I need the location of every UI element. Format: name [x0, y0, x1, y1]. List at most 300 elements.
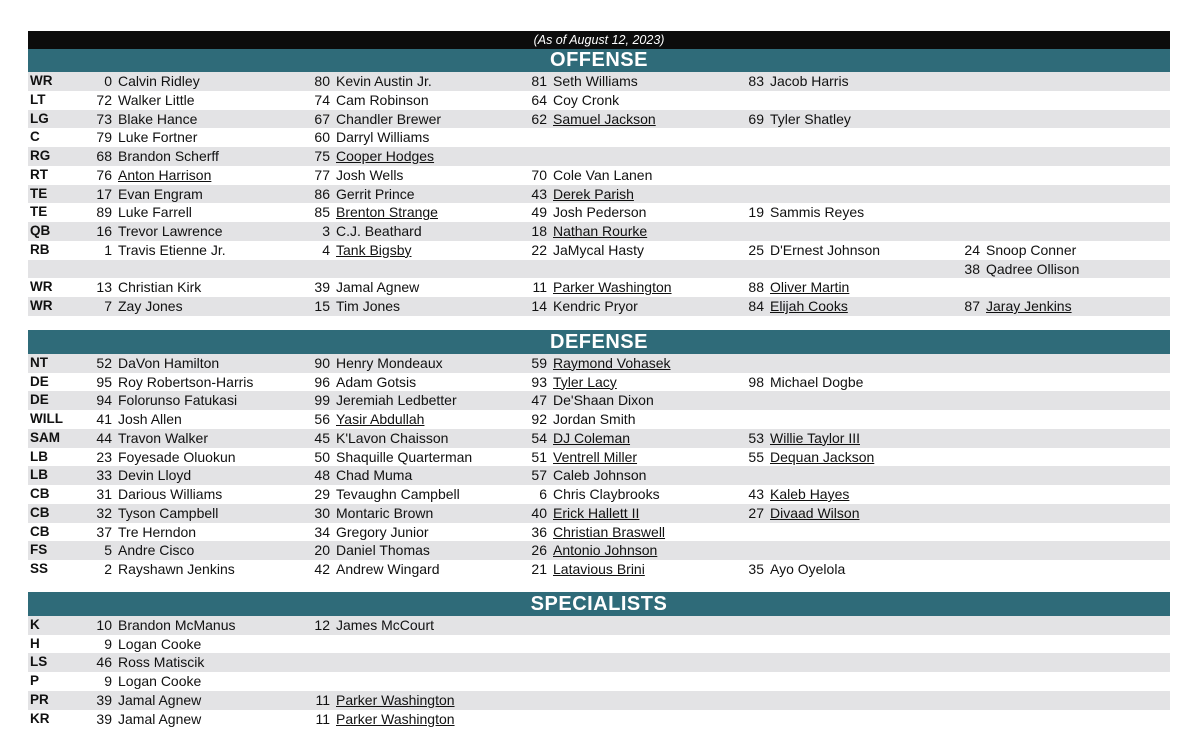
player-entry	[88, 297, 183, 316]
player-entry	[740, 297, 848, 316]
player-entry	[306, 410, 424, 429]
position-label: TE	[30, 185, 48, 201]
jersey-number: 56	[314, 411, 330, 427]
player-name: Christian Kirk	[118, 279, 202, 296]
jersey-number: 26	[531, 542, 547, 559]
roster-row	[28, 110, 1170, 129]
player-entry	[523, 354, 671, 373]
player-entry	[88, 635, 201, 654]
jersey-number: 36	[531, 523, 547, 540]
player-name: Caleb Johnson	[553, 467, 647, 484]
player-entry	[523, 72, 638, 91]
player-entry	[88, 185, 203, 204]
player-name: Jeremiah Ledbetter	[336, 392, 457, 409]
position-label: LT	[30, 91, 46, 107]
jersey-number: 48	[314, 467, 330, 484]
player-name: Josh Allen	[118, 411, 182, 427]
jersey-number: 62	[531, 110, 547, 127]
player-name: Tank Bigsby	[336, 241, 412, 258]
player-entry	[523, 504, 639, 523]
player-entry	[88, 354, 219, 373]
player-name: Tyler Shatley	[770, 110, 851, 127]
player-name: Rayshawn Jenkins	[118, 561, 235, 577]
position-label: WR	[30, 279, 53, 295]
player-entry	[523, 241, 644, 260]
jersey-number: 18	[531, 223, 547, 239]
player-entry	[88, 616, 236, 635]
jersey-number: 42	[314, 561, 330, 577]
player-entry	[306, 560, 440, 579]
player-entry	[523, 485, 660, 504]
player-entry	[740, 429, 860, 448]
jersey-number: 94	[96, 392, 112, 409]
player-entry	[740, 504, 859, 523]
player-name: Divaad Wilson	[770, 504, 860, 521]
jersey-number: 68	[96, 148, 112, 164]
player-entry	[306, 110, 441, 129]
roster-row	[28, 241, 1170, 260]
player-entry	[88, 91, 195, 110]
jersey-number: 70	[531, 166, 547, 183]
jersey-number: 16	[96, 223, 112, 239]
player-entry	[523, 523, 665, 542]
jersey-number: 9	[104, 635, 112, 652]
player-name: Darious Williams	[118, 486, 223, 502]
jersey-number: 77	[314, 166, 330, 183]
player-name: Nathan Rourke	[553, 223, 648, 239]
player-name: Josh Wells	[336, 166, 404, 183]
roster-row	[28, 222, 1170, 241]
jersey-number: 96	[314, 373, 330, 390]
jersey-number: 50	[314, 448, 330, 465]
jersey-number: 23	[96, 448, 112, 465]
jersey-number: 2	[104, 561, 112, 577]
position-label: DE	[30, 373, 49, 389]
player-entry	[88, 429, 208, 448]
player-name: Chandler Brewer	[336, 110, 442, 127]
player-name: Trevor Lawrence	[118, 223, 223, 239]
roster-row	[28, 635, 1170, 654]
jersey-number: 37	[96, 523, 112, 540]
jersey-number: 84	[748, 298, 764, 314]
player-name: Tevaughn Campbell	[336, 486, 460, 502]
jersey-number: 99	[314, 392, 330, 409]
jersey-number: 38	[964, 260, 980, 277]
roster-row	[28, 185, 1170, 204]
player-entry	[523, 541, 657, 560]
position-label: LB	[30, 467, 48, 483]
roster-row	[28, 429, 1170, 448]
roster-row	[28, 203, 1170, 222]
player-entry	[306, 429, 448, 448]
roster-row	[28, 541, 1170, 560]
jersey-number: 92	[531, 411, 547, 427]
player-entry	[523, 110, 656, 129]
jersey-number: 31	[96, 486, 112, 502]
player-name: Parker Washington	[553, 279, 672, 296]
player-entry	[88, 523, 196, 542]
player-entry	[306, 166, 403, 185]
player-name: Travon Walker	[118, 429, 208, 446]
player-name: Walker Little	[118, 91, 195, 108]
player-name: Samuel Jackson	[553, 110, 656, 127]
player-entry	[523, 185, 634, 204]
player-name: Raymond Vohasek	[553, 354, 671, 371]
position-label: WILL	[30, 411, 63, 426]
player-name: Luke Fortner	[118, 129, 198, 146]
player-name: Foyesade Oluokun	[118, 448, 236, 465]
player-entry	[88, 504, 218, 523]
player-entry	[306, 541, 430, 560]
player-name: Qadree Ollison	[986, 260, 1080, 277]
player-entry	[306, 241, 411, 260]
player-entry	[306, 466, 412, 485]
jersey-number: 33	[96, 467, 112, 484]
player-entry	[306, 616, 434, 635]
position-label: FS	[30, 542, 48, 558]
player-entry	[88, 541, 194, 560]
roster-row	[28, 91, 1170, 110]
player-name: Seth Williams	[553, 73, 638, 89]
player-entry	[740, 110, 851, 129]
player-name: Andre Cisco	[118, 542, 195, 559]
jersey-number: 29	[314, 486, 330, 502]
roster-row	[28, 560, 1170, 579]
jersey-number: 30	[314, 504, 330, 521]
player-name: Gerrit Prince	[336, 185, 415, 202]
player-entry	[88, 241, 226, 260]
jersey-number: 79	[96, 129, 112, 146]
player-name: Adam Gotsis	[336, 373, 417, 390]
jersey-number: 43	[748, 486, 764, 502]
jersey-number: 64	[531, 91, 547, 108]
jersey-number: 54	[531, 429, 547, 446]
jersey-number: 90	[314, 354, 330, 371]
jersey-number: 5	[104, 542, 112, 559]
position-label: C	[30, 129, 40, 145]
jersey-number: 41	[96, 411, 112, 427]
jersey-number: 3	[322, 223, 330, 239]
jersey-number: 10	[96, 616, 112, 633]
roster-row	[28, 166, 1170, 185]
jersey-number: 98	[748, 373, 764, 390]
jersey-number: 83	[748, 73, 764, 89]
player-name: C.J. Beathard	[336, 223, 422, 239]
player-entry	[523, 429, 630, 448]
player-name: Kaleb Hayes	[770, 486, 850, 502]
player-name: Roy Robertson-Harris	[118, 373, 254, 390]
player-entry	[740, 485, 849, 504]
jersey-number: 20	[314, 542, 330, 559]
player-entry	[88, 110, 197, 129]
player-name: De'Shaan Dixon	[553, 392, 654, 409]
jersey-number: 43	[531, 185, 547, 202]
jersey-number: 73	[96, 110, 112, 127]
position-label: PR	[30, 691, 49, 707]
player-name: DJ Coleman	[553, 429, 631, 446]
jersey-number: 32	[96, 504, 112, 521]
jersey-number: 72	[96, 91, 112, 108]
jersey-number: 27	[748, 504, 764, 521]
roster-row	[28, 523, 1170, 542]
jersey-number: 7	[104, 298, 112, 314]
player-name: Ventrell Miller	[553, 448, 638, 465]
player-name: Brandon McManus	[118, 616, 236, 633]
player-entry	[956, 241, 1076, 260]
jersey-number: 34	[314, 523, 330, 540]
roster-row	[28, 466, 1170, 485]
player-name: Andrew Wingard	[336, 561, 440, 577]
position-label: TE	[30, 204, 48, 220]
roster-row	[28, 72, 1170, 91]
player-entry	[523, 391, 654, 410]
roster-row	[28, 147, 1170, 166]
position-label: KR	[30, 710, 50, 726]
player-name: Kendric Pryor	[553, 298, 638, 314]
player-name: Erick Hallett II	[553, 504, 640, 521]
jersey-number: 39	[96, 691, 112, 708]
player-entry	[88, 391, 237, 410]
player-name: Brandon Scherff	[118, 148, 219, 164]
jersey-number: 88	[748, 279, 764, 296]
jersey-number: 86	[314, 185, 330, 202]
jersey-number: 67	[314, 110, 330, 127]
jersey-number: 81	[531, 73, 547, 89]
player-entry	[88, 166, 211, 185]
player-name: Oliver Martin	[770, 279, 850, 296]
player-entry	[523, 466, 646, 485]
section-header: OFFENSE	[28, 49, 1170, 72]
player-entry	[523, 373, 617, 392]
position-label: SS	[30, 561, 49, 576]
roster-row	[28, 297, 1170, 316]
jersey-number: 59	[531, 354, 547, 371]
player-name: Devin Lloyd	[118, 467, 192, 484]
position-label: QB	[30, 223, 51, 238]
player-name: Michael Dogbe	[770, 373, 864, 390]
player-entry	[740, 278, 849, 297]
jersey-number: 11	[315, 710, 330, 727]
player-entry	[740, 203, 864, 222]
player-name: Cole Van Lanen	[553, 166, 653, 183]
player-entry	[88, 485, 222, 504]
player-entry	[523, 560, 645, 579]
roster-row	[28, 448, 1170, 467]
player-name: Jamal Agnew	[118, 691, 202, 708]
player-name: Logan Cooke	[118, 673, 202, 689]
player-entry	[88, 128, 197, 147]
player-entry	[306, 354, 443, 373]
depth-chart	[28, 31, 1170, 728]
player-name: Daniel Thomas	[336, 542, 430, 559]
jersey-number: 22	[531, 241, 547, 258]
date-line: (As of August 12, 2023)	[28, 31, 1170, 49]
player-name: Willie Taylor III	[770, 429, 860, 446]
player-name: Calvin Ridley	[118, 73, 200, 89]
roster-row	[28, 691, 1170, 710]
section-header: SPECIALISTS	[28, 592, 1170, 616]
roster-row	[28, 653, 1170, 672]
player-entry	[88, 653, 204, 672]
player-entry	[306, 391, 457, 410]
position-label: CB	[30, 523, 50, 539]
roster-row	[28, 373, 1170, 392]
roster-row	[28, 485, 1170, 504]
player-entry	[88, 373, 253, 392]
player-name: Snoop Conner	[986, 241, 1077, 258]
roster-row	[28, 616, 1170, 635]
player-name: Latavious Brini	[553, 561, 645, 577]
player-entry	[306, 203, 438, 222]
jersey-number: 39	[96, 710, 112, 727]
player-entry	[523, 203, 646, 222]
player-name: Ayo Oyelola	[770, 561, 846, 577]
player-name: Shaquille Quarterman	[336, 448, 473, 465]
player-name: Darryl Williams	[336, 129, 430, 146]
player-entry	[740, 241, 880, 260]
jersey-number: 76	[96, 166, 112, 183]
player-entry	[88, 448, 236, 467]
jersey-number: 9	[104, 673, 112, 689]
player-entry	[306, 485, 460, 504]
player-entry	[306, 278, 419, 297]
player-name: Cooper Hodges	[336, 148, 435, 164]
section-gap	[28, 316, 1170, 330]
roster-row	[28, 504, 1170, 523]
jersey-number: 19	[748, 204, 764, 221]
player-name: Jamal Agnew	[336, 279, 420, 296]
player-name: Jacob Harris	[770, 73, 849, 89]
player-name: K'Lavon Chaisson	[336, 429, 449, 446]
player-entry	[523, 278, 672, 297]
jersey-number: 49	[531, 204, 547, 221]
player-name: Kevin Austin Jr.	[336, 73, 432, 89]
jersey-number: 0	[104, 73, 112, 89]
player-name: Montaric Brown	[336, 504, 434, 521]
player-entry	[88, 278, 201, 297]
jersey-number: 87	[964, 298, 980, 314]
jersey-number: 12	[314, 616, 330, 633]
player-entry	[306, 91, 429, 110]
player-entry	[306, 523, 429, 542]
player-entry	[306, 222, 422, 241]
roster-row	[28, 391, 1170, 410]
section-gap	[28, 579, 1170, 592]
player-entry	[88, 72, 200, 91]
jersey-number: 85	[314, 204, 330, 221]
jersey-number: 57	[531, 467, 547, 484]
player-name: Elijah Cooks	[770, 298, 848, 314]
position-label: CB	[30, 504, 50, 520]
player-entry	[88, 466, 191, 485]
position-label: H	[30, 635, 40, 651]
jersey-number: 14	[531, 298, 547, 314]
position-label: K	[30, 616, 40, 632]
jersey-number: 6	[539, 486, 547, 502]
player-name: Antonio Johnson	[553, 542, 658, 559]
position-label: CB	[30, 486, 50, 501]
player-entry	[523, 91, 619, 110]
player-name: Jamal Agnew	[118, 710, 202, 727]
roster-row	[28, 672, 1170, 691]
player-entry	[740, 72, 849, 91]
jersey-number: 11	[315, 691, 330, 708]
position-label: RG	[30, 148, 51, 163]
player-name: Travis Etienne Jr.	[118, 241, 226, 258]
player-name: Ross Matiscik	[118, 654, 205, 671]
player-name: Cam Robinson	[336, 91, 429, 108]
jersey-number: 40	[531, 504, 547, 521]
player-entry	[306, 504, 433, 523]
position-label: DE	[30, 392, 49, 408]
roster-row	[28, 354, 1170, 373]
jersey-number: 45	[314, 429, 330, 446]
position-label: RB	[30, 241, 50, 257]
player-entry	[306, 710, 455, 729]
player-entry	[88, 672, 201, 691]
player-entry	[88, 691, 201, 710]
position-label: LB	[30, 448, 48, 464]
player-name: Folorunso Fatukasi	[118, 392, 238, 409]
player-entry	[306, 691, 455, 710]
player-name: Logan Cooke	[118, 635, 202, 652]
player-entry	[523, 222, 647, 241]
player-name: Evan Engram	[118, 185, 203, 202]
player-name: Tyler Lacy	[553, 373, 617, 390]
player-name: Jaray Jenkins	[986, 298, 1072, 314]
player-entry	[88, 710, 201, 729]
jersey-number: 46	[96, 654, 112, 671]
player-name: Parker Washington	[336, 691, 455, 708]
player-name: Parker Washington	[336, 710, 455, 727]
player-entry	[740, 560, 845, 579]
jersey-number: 17	[96, 185, 112, 202]
position-label: NT	[30, 354, 48, 370]
player-name: Josh Pederson	[553, 204, 647, 221]
player-entry	[740, 448, 874, 467]
jersey-number: 55	[748, 448, 764, 465]
player-name: Sammis Reyes	[770, 204, 865, 221]
jersey-number: 89	[96, 204, 112, 221]
jersey-number: 24	[964, 241, 980, 258]
roster-row	[28, 128, 1170, 147]
position-label: WR	[30, 73, 53, 88]
jersey-number: 21	[531, 561, 547, 577]
player-entry	[956, 297, 1072, 316]
player-entry	[523, 448, 637, 467]
player-entry	[88, 203, 192, 222]
jersey-number: 53	[748, 429, 764, 446]
player-entry	[88, 410, 182, 429]
jersey-number: 52	[96, 354, 112, 371]
player-entry	[306, 185, 415, 204]
player-entry	[306, 297, 400, 316]
position-label: RT	[30, 166, 48, 182]
player-name: Henry Mondeaux	[336, 354, 443, 371]
player-name: Gregory Junior	[336, 523, 429, 540]
jersey-number: 13	[96, 279, 112, 296]
jersey-number: 25	[748, 241, 764, 258]
player-name: D'Ernest Johnson	[770, 241, 881, 258]
position-label: SAM	[30, 429, 60, 445]
position-label: LS	[30, 654, 48, 670]
jersey-number: 93	[531, 373, 547, 390]
roster-row	[28, 260, 1170, 279]
player-name: Brenton Strange	[336, 204, 438, 221]
player-name: Tyson Campbell	[118, 504, 219, 521]
jersey-number: 35	[748, 561, 764, 577]
player-name: Anton Harrison	[118, 166, 212, 183]
